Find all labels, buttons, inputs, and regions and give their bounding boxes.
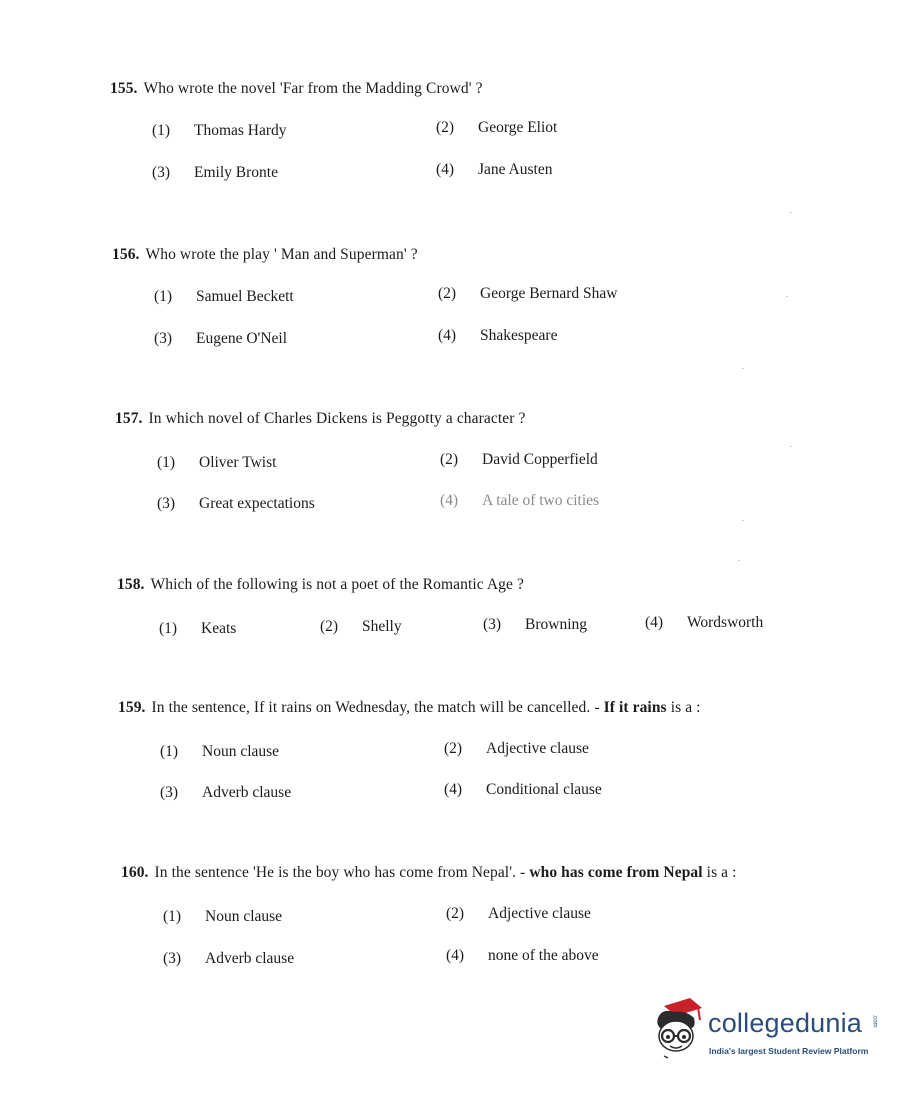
option-number: (3) (163, 950, 182, 967)
option-label: Eugene O'Neil (196, 330, 288, 347)
option-label: Adjective clause (488, 905, 591, 922)
option-number: (3) (483, 616, 502, 633)
option-number: (1) (160, 743, 179, 760)
option-label: Browning (525, 616, 587, 633)
option-number: (4) (438, 327, 457, 344)
option-number: (1) (157, 454, 176, 471)
question-highlight: If it rains (603, 699, 667, 716)
option-number: (1) (154, 288, 173, 305)
question-body: Who wrote the novel 'Far from the Madding Crowd' ? (143, 80, 483, 97)
question-text (117, 576, 524, 594)
question-body: In which novel of Charles Dickens is Peggotty a character ? (148, 410, 526, 427)
question-number: 158. (117, 576, 145, 593)
option-4 (440, 492, 599, 510)
question-highlight: who has come from Nepal (529, 864, 703, 881)
option-label: Shelly (362, 618, 402, 635)
question-number: 156. (112, 246, 140, 263)
option-2 (438, 285, 617, 303)
question-text (121, 864, 737, 882)
brand-name: collegedunia (708, 1008, 863, 1038)
option-label: Keats (201, 620, 237, 637)
option-label: Oliver Twist (199, 454, 277, 471)
option-number: (3) (152, 164, 171, 181)
option-label: Jane Austen (478, 161, 553, 178)
brand-tagline: India's largest Student Review Platform (709, 1046, 869, 1056)
option-number: (1) (152, 122, 171, 139)
option-3 (154, 330, 287, 348)
question-body: In the sentence, If it rains on Wednesday, the match will be cancelled. - (151, 699, 600, 716)
question-text (115, 410, 525, 428)
option-1 (159, 620, 236, 638)
option-label: A tale of two cities (482, 492, 600, 509)
option-3 (152, 164, 278, 182)
option-4 (444, 781, 602, 799)
option-label: Noun clause (202, 743, 280, 760)
option-label: George Eliot (478, 119, 558, 136)
option-number: (1) (159, 620, 178, 637)
option-3 (157, 495, 315, 513)
option-number: (1) (163, 908, 182, 925)
question-number: 155. (110, 80, 138, 97)
question-text (118, 699, 701, 717)
option-number: (4) (440, 492, 459, 509)
option-2 (320, 618, 402, 636)
brand-suffix: .com (871, 1014, 878, 1028)
option-label: none of the above (488, 947, 599, 964)
scan-speck (742, 368, 744, 369)
option-number: (2) (444, 740, 463, 757)
option-label: Adverb clause (202, 784, 292, 801)
scan-speck (742, 520, 744, 521)
question-number: 157. (115, 410, 143, 427)
option-3 (483, 616, 587, 634)
option-1 (160, 743, 279, 761)
option-label: George Bernard Shaw (480, 285, 618, 302)
question-tail: is a : (706, 864, 737, 881)
option-1 (157, 454, 276, 472)
option-number: (4) (436, 161, 455, 178)
question-body: Who wrote the play ' Man and Superman' ? (145, 246, 418, 263)
option-number: (4) (444, 781, 463, 798)
option-number: (2) (440, 451, 459, 468)
option-label: Samuel Beckett (196, 288, 294, 305)
option-number: (2) (446, 905, 465, 922)
option-4 (446, 947, 599, 965)
option-1 (152, 122, 287, 140)
option-2 (436, 119, 557, 137)
option-4 (438, 327, 557, 345)
option-label: Adverb clause (205, 950, 295, 967)
option-number: (2) (438, 285, 457, 302)
option-1 (163, 908, 282, 926)
question-number: 159. (118, 699, 146, 716)
option-1 (154, 288, 294, 306)
option-number: (4) (645, 614, 664, 631)
option-2 (446, 905, 591, 923)
option-4 (645, 614, 763, 632)
option-number: (3) (160, 784, 179, 801)
collegedunia-logo[interactable] (650, 996, 880, 1066)
option-2 (440, 451, 598, 469)
option-label: Wordsworth (687, 614, 764, 631)
option-label: David Copperfield (482, 451, 598, 468)
option-2 (444, 740, 589, 758)
question-text (110, 80, 483, 98)
question-text (112, 246, 418, 264)
student-mascot-icon (650, 996, 706, 1062)
scan-speck (790, 212, 792, 213)
option-number: (3) (157, 495, 176, 512)
option-label: Conditional clause (486, 781, 602, 798)
option-3 (160, 784, 291, 802)
option-label: Thomas Hardy (194, 122, 287, 139)
question-body: In the sentence 'He is the boy who has come from Nepal'. - (154, 864, 526, 881)
option-label: Shakespeare (480, 327, 558, 344)
question-tail: is a : (670, 699, 701, 716)
option-number: (2) (320, 618, 339, 635)
option-number: (2) (436, 119, 455, 136)
question-number: 160. (121, 864, 149, 881)
question-body: Which of the following is not a poet of the Romantic Age ? (150, 576, 524, 593)
option-4 (436, 161, 552, 179)
option-label: Emily Bronte (194, 164, 278, 181)
option-label: Adjective clause (486, 740, 589, 757)
scan-speck (790, 446, 792, 447)
option-3 (163, 950, 294, 968)
option-number: (4) (446, 947, 465, 964)
scan-speck (738, 560, 740, 561)
option-label: Noun clause (205, 908, 283, 925)
scan-speck (786, 296, 788, 297)
option-label: Great expectations (199, 495, 315, 512)
option-number: (3) (154, 330, 173, 347)
